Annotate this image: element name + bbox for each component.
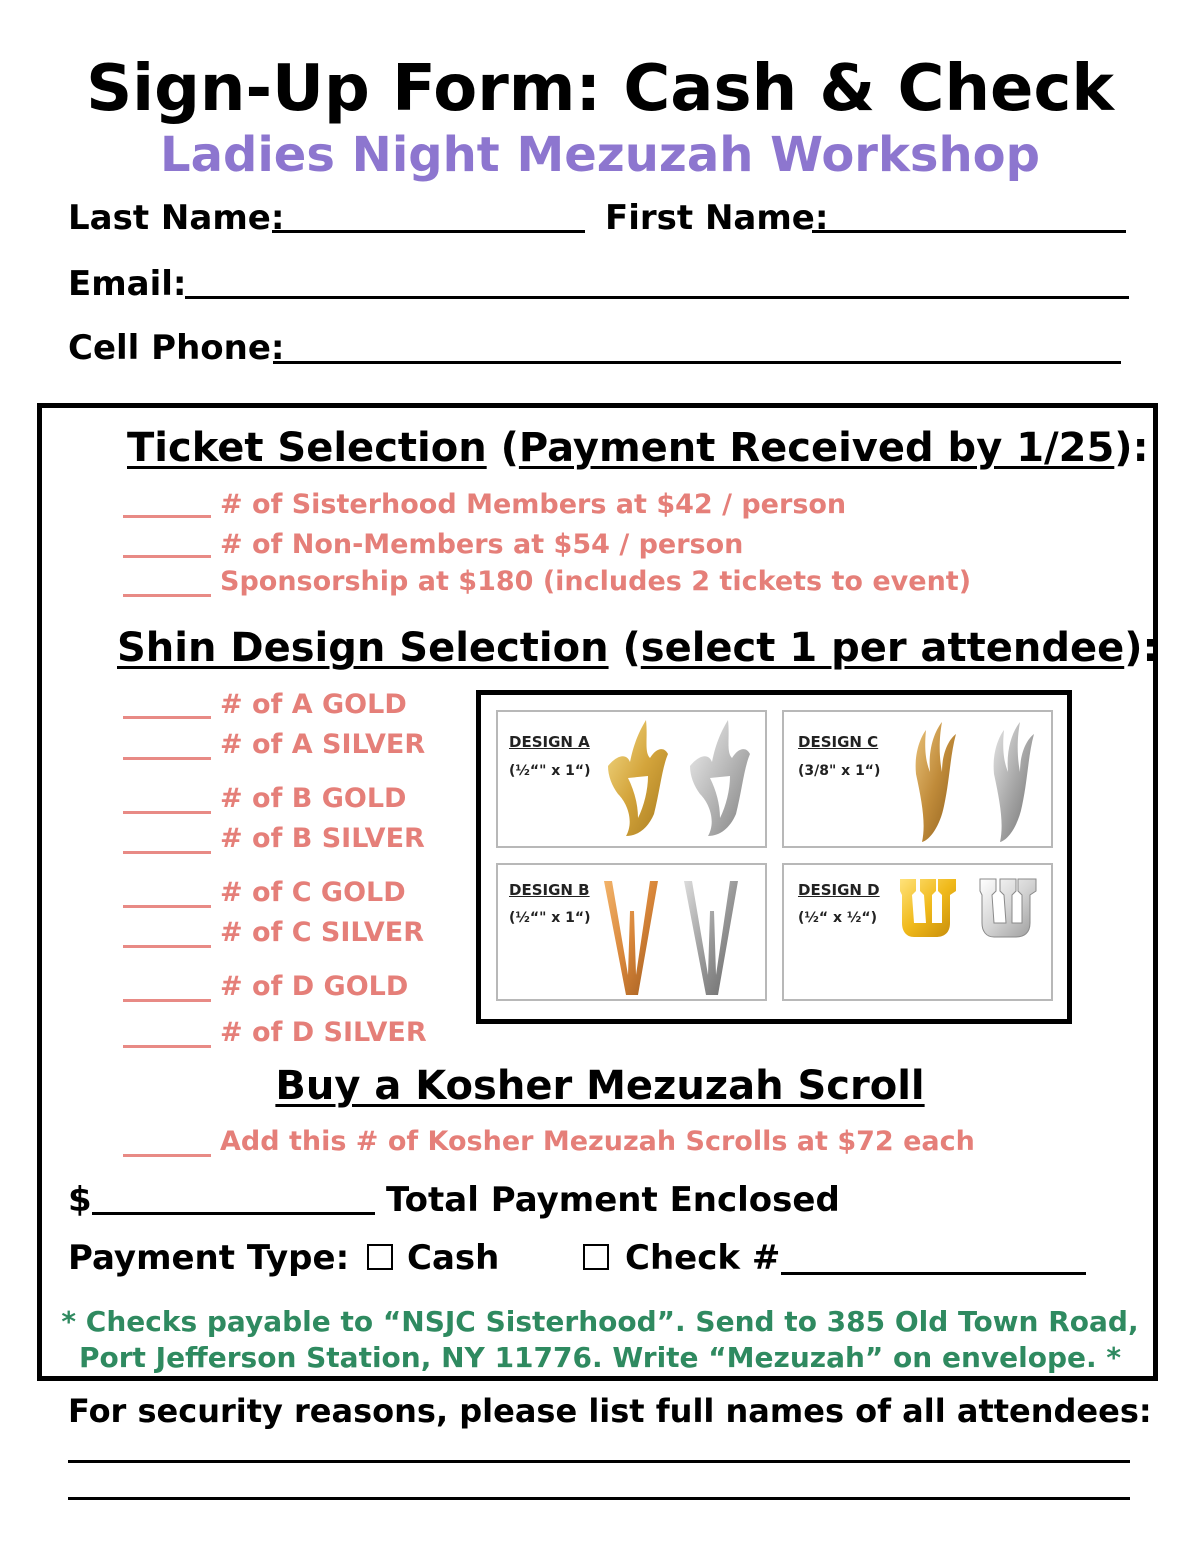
scroll-option: Add this # of Kosher Mezuzah Scrolls at $72 each [220, 1126, 975, 1157]
shin-option: # of D GOLD [220, 971, 409, 1002]
design-d-title: DESIGN D [798, 881, 880, 899]
shin-option: # of B SILVER [220, 823, 425, 854]
cell-phone-label: Cell Phone: [68, 328, 285, 368]
dollar-sign: $ [68, 1180, 92, 1220]
design-d-shin-icon [896, 873, 1052, 953]
shin-option: # of C SILVER [220, 917, 425, 948]
design-b-title: DESIGN B [509, 881, 590, 899]
shin-qty-blank[interactable] [123, 851, 211, 854]
design-a-card [496, 710, 767, 848]
ticket-qty-blank[interactable] [123, 594, 211, 597]
design-c-title: DESIGN C [798, 733, 879, 751]
total-payment-field[interactable] [92, 1212, 375, 1215]
shin-qty-blank[interactable] [123, 945, 211, 948]
email-label: Email: [68, 264, 187, 304]
scroll-heading: Buy a Kosher Mezuzah Scroll [275, 1063, 925, 1109]
ticket-qty-blank[interactable] [123, 555, 211, 558]
design-b-size: (½“" x 1“) [509, 910, 591, 926]
design-d-card [782, 863, 1053, 1001]
cash-checkbox[interactable] [367, 1244, 393, 1270]
ticket-option: Sponsorship at $180 (includes 2 tickets to event) [220, 566, 972, 597]
payment-type-label: Payment Type: [68, 1238, 350, 1278]
design-a-title: DESIGN A [509, 733, 590, 751]
shin-qty-blank[interactable] [123, 716, 211, 719]
shin-qty-blank[interactable] [123, 905, 211, 908]
shin-qty-blank[interactable] [123, 999, 211, 1002]
check-instructions-line2: Port Jefferson Station, NY 11776. Write “Mezuzah” on envelope. * [78, 1341, 1122, 1374]
shin-option: # of A GOLD [220, 689, 407, 720]
shin-qty-blank[interactable] [123, 811, 211, 814]
design-a-size: (½“" x 1“) [509, 763, 591, 779]
security-note: For security reasons, please list full names of all attendees: [68, 1392, 1152, 1430]
shin-qty-blank[interactable] [123, 757, 211, 760]
page-subtitle: Ladies Night Mezuzah Workshop [160, 127, 1040, 183]
email-field[interactable] [185, 296, 1129, 299]
attendee-names-line[interactable] [68, 1497, 1130, 1500]
first-name-field[interactable] [812, 230, 1126, 233]
shin-option: # of D SILVER [220, 1017, 427, 1048]
last-name-label: Last Name: [68, 198, 285, 238]
shin-heading: Shin Design Selection (select 1 per attendee): [117, 625, 1159, 671]
ticket-heading: Ticket Selection (Payment Received by 1/25): [127, 425, 1149, 471]
design-b-card [496, 863, 767, 1001]
ticket-option: # of Sisterhood Members at $42 / person [220, 489, 847, 520]
check-instructions-line1: * Checks payable to “NSJC Sisterhood”. Send to 385 Old Town Road, [61, 1305, 1139, 1338]
scroll-qty-blank[interactable] [123, 1154, 211, 1157]
attendee-names-line[interactable] [68, 1460, 1130, 1463]
cash-label: Cash [407, 1238, 500, 1278]
check-number-field[interactable] [781, 1272, 1086, 1275]
check-label: Check # [625, 1238, 781, 1278]
design-c-card [782, 710, 1053, 848]
page-title: Sign-Up Form: Cash & Check [86, 52, 1114, 126]
shin-option: # of B GOLD [220, 783, 407, 814]
design-d-size: (½“ x ½“) [798, 910, 877, 926]
ticket-qty-blank[interactable] [123, 515, 211, 518]
check-checkbox[interactable] [583, 1244, 609, 1270]
shin-qty-blank[interactable] [123, 1045, 211, 1048]
cell-phone-field[interactable] [273, 361, 1121, 364]
design-b-shin-icon [598, 871, 758, 999]
design-c-shin-icon [900, 716, 1052, 846]
shin-option: # of A SILVER [220, 729, 426, 760]
shin-option: # of C GOLD [220, 877, 406, 908]
total-payment-label: Total Payment Enclosed [386, 1180, 840, 1220]
design-c-size: (3/8" x 1“) [798, 763, 881, 779]
design-a-shin-icon [598, 718, 766, 844]
first-name-label: First Name: [605, 198, 829, 238]
last-name-field[interactable] [272, 230, 585, 233]
ticket-option: # of Non-Members at $54 / person [220, 529, 744, 560]
